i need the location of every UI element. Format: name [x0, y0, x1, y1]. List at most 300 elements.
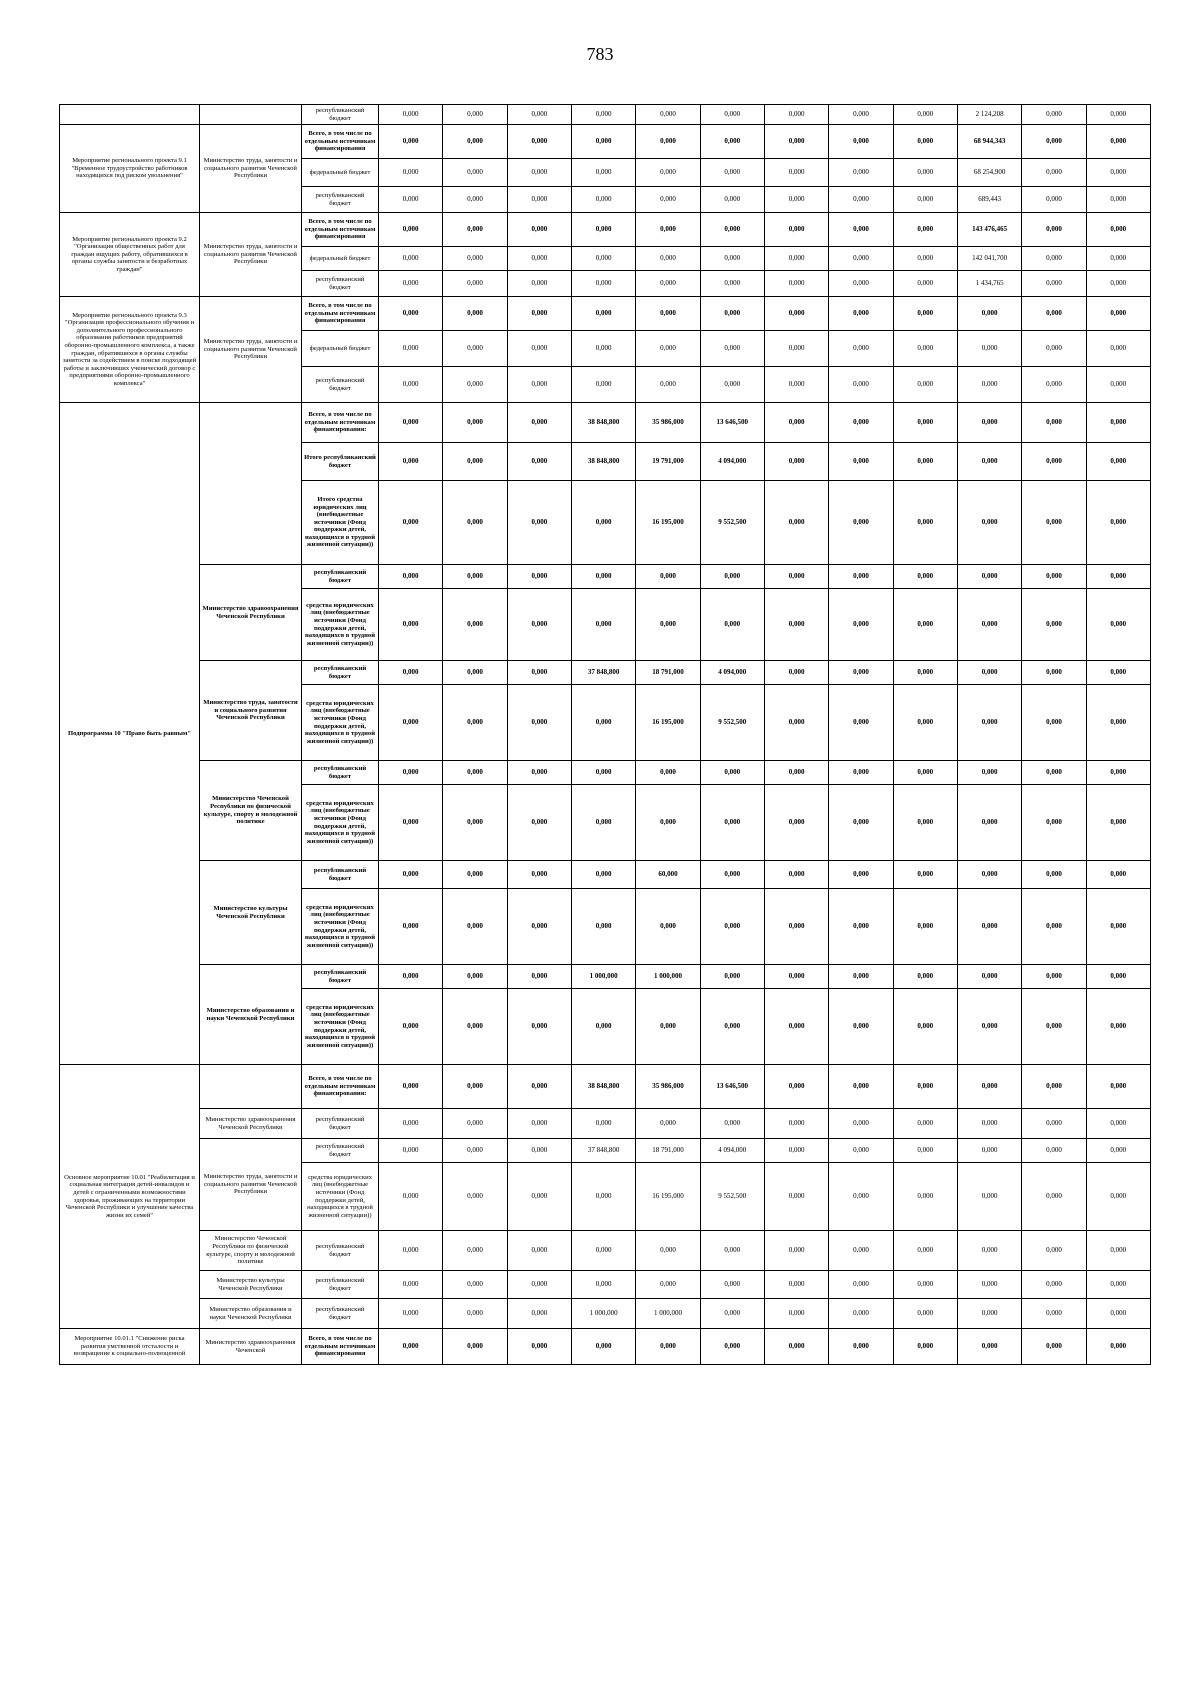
- value-cell: 0,000: [379, 367, 443, 403]
- funding-source-cell: республиканский бюджет: [302, 187, 379, 213]
- value-cell: 0,000: [764, 125, 828, 159]
- value-cell: 0,000: [571, 565, 635, 589]
- value-cell: 0,000: [379, 125, 443, 159]
- responsible-cell: Министерство труда, занятости и социального развития Чеченской Республики: [200, 125, 302, 213]
- value-cell: 0,000: [957, 989, 1021, 1065]
- value-cell: 0,000: [571, 685, 635, 761]
- value-cell: 0,000: [1086, 1065, 1150, 1109]
- value-cell: 0,000: [764, 297, 828, 331]
- value-cell: 0,000: [829, 1065, 893, 1109]
- value-cell: 0,000: [893, 1299, 957, 1329]
- value-cell: 0,000: [1022, 761, 1086, 785]
- value-cell: 2 124,208: [957, 105, 1021, 125]
- value-cell: 0,000: [443, 331, 507, 367]
- value-cell: 0,000: [893, 403, 957, 443]
- value-cell: 0,000: [764, 785, 828, 861]
- value-cell: 0,000: [700, 965, 764, 989]
- value-cell: 0,000: [1086, 1139, 1150, 1163]
- value-cell: 0,000: [507, 761, 571, 785]
- value-cell: 0,000: [764, 565, 828, 589]
- section-cell: Мероприятие 10.01.1 "Снижение риска развития умственной отсталости и возвращение к социально-полноценной: [60, 1329, 200, 1365]
- funding-source-cell: Всего, в том числе по отдельным источникам финансирования: [302, 125, 379, 159]
- value-cell: 0,000: [443, 685, 507, 761]
- responsible-cell: Министерство здравоохранения Чеченской Республики: [200, 1109, 302, 1139]
- responsible-cell: Министерство труда, занятости и социального развития Чеченской Республики: [200, 661, 302, 761]
- value-cell: 0,000: [443, 1271, 507, 1299]
- value-cell: 0,000: [571, 889, 635, 965]
- value-cell: 0,000: [379, 861, 443, 889]
- value-cell: 0,000: [571, 1271, 635, 1299]
- value-cell: 0,000: [379, 785, 443, 861]
- value-cell: 0,000: [893, 589, 957, 661]
- responsible-cell: Министерство труда, занятости и социального развития Чеченской Республики: [200, 213, 302, 297]
- value-cell: 0,000: [379, 271, 443, 297]
- value-cell: 0,000: [1086, 367, 1150, 403]
- value-cell: 0,000: [507, 889, 571, 965]
- value-cell: 0,000: [636, 1231, 700, 1271]
- value-cell: 0,000: [957, 1139, 1021, 1163]
- value-cell: 0,000: [700, 861, 764, 889]
- value-cell: 0,000: [764, 989, 828, 1065]
- value-cell: 0,000: [507, 989, 571, 1065]
- value-cell: 0,000: [893, 889, 957, 965]
- responsible-cell: [200, 403, 302, 565]
- value-cell: 0,000: [893, 1271, 957, 1299]
- value-cell: 0,000: [571, 589, 635, 661]
- value-cell: 0,000: [1022, 1271, 1086, 1299]
- value-cell: 4 094,000: [700, 443, 764, 481]
- funding-source-cell: республиканский бюджет: [302, 1299, 379, 1329]
- value-cell: 0,000: [829, 443, 893, 481]
- value-cell: 0,000: [571, 785, 635, 861]
- funding-source-cell: республиканский бюджет: [302, 565, 379, 589]
- value-cell: 0,000: [700, 213, 764, 247]
- funding-source-cell: Итого республиканский бюджет: [302, 443, 379, 481]
- value-cell: 0,000: [957, 1299, 1021, 1329]
- value-cell: 0,000: [1086, 1231, 1150, 1271]
- value-cell: 0,000: [764, 889, 828, 965]
- value-cell: 0,000: [764, 213, 828, 247]
- value-cell: 0,000: [507, 159, 571, 187]
- value-cell: 0,000: [379, 187, 443, 213]
- value-cell: 0,000: [829, 1163, 893, 1231]
- value-cell: 0,000: [893, 271, 957, 297]
- value-cell: 0,000: [507, 965, 571, 989]
- value-cell: 0,000: [636, 367, 700, 403]
- value-cell: 0,000: [1022, 685, 1086, 761]
- value-cell: 0,000: [571, 367, 635, 403]
- value-cell: 0,000: [1022, 785, 1086, 861]
- funding-source-cell: республиканский бюджет: [302, 1231, 379, 1271]
- funding-source-cell: Итого средства юридических лиц (внебюджетные источники (Фонд поддержки детей, находящихся в трудной жизненной ситуации)): [302, 481, 379, 565]
- value-cell: 37 848,800: [571, 1139, 635, 1163]
- value-cell: 0,000: [893, 785, 957, 861]
- value-cell: 0,000: [507, 1329, 571, 1365]
- value-cell: 0,000: [700, 331, 764, 367]
- value-cell: 0,000: [700, 105, 764, 125]
- funding-source-cell: республиканский бюджет: [302, 661, 379, 685]
- value-cell: 0,000: [764, 367, 828, 403]
- value-cell: 0,000: [764, 105, 828, 125]
- value-cell: 9 552,500: [700, 685, 764, 761]
- value-cell: 1 000,000: [571, 965, 635, 989]
- value-cell: 0,000: [1086, 481, 1150, 565]
- responsible-cell: Министерство здравоохранения Чеченской: [200, 1329, 302, 1365]
- value-cell: 0,000: [379, 1163, 443, 1231]
- value-cell: 0,000: [636, 331, 700, 367]
- value-cell: 0,000: [379, 965, 443, 989]
- value-cell: 0,000: [829, 187, 893, 213]
- value-cell: 0,000: [571, 761, 635, 785]
- value-cell: 0,000: [443, 861, 507, 889]
- value-cell: 0,000: [957, 1329, 1021, 1365]
- value-cell: 0,000: [443, 589, 507, 661]
- value-cell: 0,000: [379, 159, 443, 187]
- value-cell: 0,000: [1022, 989, 1086, 1065]
- value-cell: 0,000: [700, 247, 764, 271]
- value-cell: 37 848,800: [571, 661, 635, 685]
- funding-source-cell: Всего, в том числе по отдельным источникам финансирования:: [302, 403, 379, 443]
- value-cell: 0,000: [700, 1231, 764, 1271]
- value-cell: 0,000: [571, 297, 635, 331]
- value-cell: 0,000: [1086, 589, 1150, 661]
- value-cell: 19 791,000: [636, 443, 700, 481]
- value-cell: 0,000: [764, 589, 828, 661]
- value-cell: 0,000: [1086, 989, 1150, 1065]
- value-cell: 0,000: [893, 443, 957, 481]
- value-cell: 0,000: [829, 481, 893, 565]
- value-cell: 0,000: [443, 1139, 507, 1163]
- value-cell: 0,000: [636, 247, 700, 271]
- table-row: [60, 213, 1151, 247]
- value-cell: 0,000: [507, 271, 571, 297]
- value-cell: 0,000: [507, 187, 571, 213]
- value-cell: 0,000: [379, 1271, 443, 1299]
- value-cell: 4 094,000: [700, 661, 764, 685]
- value-cell: 0,000: [443, 1109, 507, 1139]
- value-cell: 0,000: [764, 1109, 828, 1139]
- value-cell: 0,000: [443, 761, 507, 785]
- value-cell: 0,000: [571, 861, 635, 889]
- value-cell: 1 000,000: [636, 965, 700, 989]
- value-cell: 0,000: [443, 1329, 507, 1365]
- value-cell: 0,000: [379, 247, 443, 271]
- value-cell: 0,000: [829, 761, 893, 785]
- responsible-cell: Министерство труда, занятости и социального развития Чеченской Республики: [200, 297, 302, 403]
- value-cell: 0,000: [829, 1299, 893, 1329]
- value-cell: 0,000: [829, 125, 893, 159]
- value-cell: 0,000: [507, 1163, 571, 1231]
- value-cell: 0,000: [1086, 785, 1150, 861]
- funding-source-cell: Всего, в том числе по отдельным источникам финансирования: [302, 1329, 379, 1365]
- value-cell: 142 041,700: [957, 247, 1021, 271]
- value-cell: 0,000: [829, 159, 893, 187]
- value-cell: 0,000: [443, 1163, 507, 1231]
- value-cell: 1 434,765: [957, 271, 1021, 297]
- value-cell: 0,000: [764, 965, 828, 989]
- value-cell: 0,000: [700, 1271, 764, 1299]
- value-cell: 0,000: [636, 889, 700, 965]
- value-cell: 0,000: [443, 297, 507, 331]
- value-cell: 0,000: [1022, 159, 1086, 187]
- value-cell: 13 646,500: [700, 403, 764, 443]
- value-cell: 0,000: [764, 685, 828, 761]
- value-cell: 0,000: [764, 403, 828, 443]
- value-cell: 0,000: [443, 1299, 507, 1329]
- value-cell: 0,000: [829, 965, 893, 989]
- value-cell: 0,000: [443, 989, 507, 1065]
- value-cell: 0,000: [893, 1231, 957, 1271]
- value-cell: 0,000: [1022, 271, 1086, 297]
- value-cell: 0,000: [443, 247, 507, 271]
- value-cell: 0,000: [764, 1139, 828, 1163]
- value-cell: 0,000: [1086, 685, 1150, 761]
- value-cell: 0,000: [571, 1231, 635, 1271]
- value-cell: 0,000: [1086, 889, 1150, 965]
- value-cell: 0,000: [957, 481, 1021, 565]
- page-number: 783: [586, 44, 614, 64]
- value-cell: 0,000: [1086, 1329, 1150, 1365]
- value-cell: 0,000: [957, 661, 1021, 685]
- value-cell: 0,000: [636, 1109, 700, 1139]
- value-cell: 0,000: [764, 661, 828, 685]
- value-cell: 68 944,343: [957, 125, 1021, 159]
- value-cell: 0,000: [1086, 213, 1150, 247]
- value-cell: 0,000: [379, 661, 443, 685]
- value-cell: 0,000: [443, 105, 507, 125]
- funding-source-cell: средства юридических лиц (внебюджетные источники (Фонд поддержки детей, находящихся в трудной жизненной ситуации)): [302, 889, 379, 965]
- value-cell: 0,000: [700, 1329, 764, 1365]
- funding-source-cell: республиканский бюджет: [302, 367, 379, 403]
- value-cell: 0,000: [764, 443, 828, 481]
- value-cell: 0,000: [507, 125, 571, 159]
- funding-source-cell: республиканский бюджет: [302, 1139, 379, 1163]
- value-cell: 0,000: [764, 1065, 828, 1109]
- value-cell: 0,000: [764, 481, 828, 565]
- value-cell: 0,000: [571, 213, 635, 247]
- value-cell: 0,000: [893, 105, 957, 125]
- table-row: [60, 297, 1151, 331]
- value-cell: 0,000: [507, 589, 571, 661]
- value-cell: 0,000: [957, 589, 1021, 661]
- value-cell: 0,000: [507, 785, 571, 861]
- value-cell: 0,000: [1022, 1163, 1086, 1231]
- value-cell: 0,000: [1022, 213, 1086, 247]
- value-cell: 0,000: [700, 889, 764, 965]
- value-cell: 0,000: [571, 481, 635, 565]
- value-cell: 0,000: [893, 1329, 957, 1365]
- value-cell: 0,000: [443, 443, 507, 481]
- value-cell: 0,000: [764, 187, 828, 213]
- value-cell: 0,000: [379, 761, 443, 785]
- value-cell: 0,000: [893, 331, 957, 367]
- value-cell: 0,000: [764, 761, 828, 785]
- value-cell: 0,000: [1086, 297, 1150, 331]
- value-cell: 0,000: [507, 661, 571, 685]
- value-cell: 0,000: [443, 213, 507, 247]
- value-cell: 0,000: [893, 481, 957, 565]
- value-cell: 0,000: [379, 1231, 443, 1271]
- funding-source-cell: средства юридических лиц (внебюджетные источники (Фонд поддержки детей, находящихся в трудной жизненной ситуации)): [302, 589, 379, 661]
- value-cell: 0,000: [893, 685, 957, 761]
- value-cell: 60,000: [636, 861, 700, 889]
- value-cell: 0,000: [893, 367, 957, 403]
- value-cell: 38 848,800: [571, 443, 635, 481]
- funding-source-cell: республиканский бюджет: [302, 271, 379, 297]
- value-cell: 0,000: [1086, 443, 1150, 481]
- value-cell: 0,000: [700, 125, 764, 159]
- value-cell: 0,000: [1086, 761, 1150, 785]
- value-cell: 0,000: [700, 159, 764, 187]
- value-cell: 0,000: [1086, 1271, 1150, 1299]
- value-cell: 0,000: [957, 761, 1021, 785]
- value-cell: 0,000: [829, 331, 893, 367]
- value-cell: 0,000: [1086, 1163, 1150, 1231]
- table-row: [60, 125, 1151, 159]
- value-cell: 0,000: [1022, 1299, 1086, 1329]
- table-row: [60, 661, 1151, 685]
- value-cell: 0,000: [829, 1271, 893, 1299]
- table-row: [60, 1139, 1151, 1163]
- value-cell: 9 552,500: [700, 481, 764, 565]
- value-cell: 0,000: [893, 1139, 957, 1163]
- value-cell: 0,000: [443, 403, 507, 443]
- value-cell: 0,000: [443, 1231, 507, 1271]
- value-cell: 0,000: [1022, 1109, 1086, 1139]
- value-cell: 0,000: [1022, 1139, 1086, 1163]
- funding-source-cell: федеральный бюджет: [302, 159, 379, 187]
- value-cell: 0,000: [764, 247, 828, 271]
- value-cell: 0,000: [1022, 481, 1086, 565]
- value-cell: 0,000: [1086, 1299, 1150, 1329]
- value-cell: 0,000: [507, 105, 571, 125]
- value-cell: 0,000: [1086, 125, 1150, 159]
- funding-source-cell: республиканский бюджет: [302, 761, 379, 785]
- value-cell: 13 646,500: [700, 1065, 764, 1109]
- value-cell: 0,000: [829, 589, 893, 661]
- table-row: [60, 1271, 1151, 1299]
- value-cell: 0,000: [1022, 861, 1086, 889]
- value-cell: 0,000: [893, 1163, 957, 1231]
- value-cell: 0,000: [507, 861, 571, 889]
- value-cell: 0,000: [764, 1163, 828, 1231]
- value-cell: 0,000: [957, 1109, 1021, 1139]
- value-cell: 0,000: [1022, 403, 1086, 443]
- value-cell: 0,000: [957, 1163, 1021, 1231]
- funding-source-cell: республиканский бюджет: [302, 965, 379, 989]
- funding-source-cell: средства юридических лиц (внебюджетные источники (Фонд поддержки детей, находящихся в трудной жизненной ситуации)): [302, 1163, 379, 1231]
- value-cell: 0,000: [571, 247, 635, 271]
- value-cell: 0,000: [829, 661, 893, 685]
- value-cell: 0,000: [1022, 125, 1086, 159]
- value-cell: 0,000: [764, 271, 828, 297]
- value-cell: 0,000: [957, 367, 1021, 403]
- value-cell: 0,000: [507, 1065, 571, 1109]
- value-cell: 0,000: [636, 589, 700, 661]
- value-cell: 0,000: [829, 1329, 893, 1365]
- value-cell: 0,000: [893, 565, 957, 589]
- value-cell: 0,000: [893, 1065, 957, 1109]
- value-cell: 0,000: [507, 1231, 571, 1271]
- value-cell: 0,000: [957, 403, 1021, 443]
- value-cell: 0,000: [379, 443, 443, 481]
- value-cell: 0,000: [443, 565, 507, 589]
- value-cell: 0,000: [893, 213, 957, 247]
- value-cell: 0,000: [1022, 1065, 1086, 1109]
- value-cell: 0,000: [1086, 159, 1150, 187]
- responsible-cell: Министерство культуры Чеченской Республики: [200, 1271, 302, 1299]
- value-cell: 0,000: [700, 1299, 764, 1329]
- budget-table: [59, 104, 1151, 1365]
- value-cell: 0,000: [1022, 1329, 1086, 1365]
- value-cell: 0,000: [443, 159, 507, 187]
- table-row: [60, 105, 1151, 125]
- table-row: [60, 1329, 1151, 1365]
- value-cell: 0,000: [829, 685, 893, 761]
- value-cell: 0,000: [1086, 565, 1150, 589]
- value-cell: 0,000: [507, 367, 571, 403]
- value-cell: 0,000: [636, 1329, 700, 1365]
- section-cell: Мероприятие регионального проекта 9.2 "Организация общественных работ для граждан ищущих работу, обратившихся в органы службы занятости и безработных граждан": [60, 213, 200, 297]
- value-cell: 4 094,000: [700, 1139, 764, 1163]
- value-cell: 0,000: [571, 271, 635, 297]
- funding-source-cell: средства юридических лиц (внебюджетные источники (Фонд поддержки детей, находящихся в трудной жизненной ситуации)): [302, 989, 379, 1065]
- value-cell: 0,000: [764, 1231, 828, 1271]
- value-cell: 689,443: [957, 187, 1021, 213]
- value-cell: 0,000: [379, 685, 443, 761]
- table-row: [60, 1109, 1151, 1139]
- table-row: [60, 403, 1151, 443]
- value-cell: 0,000: [700, 785, 764, 861]
- value-cell: 38 848,800: [571, 1065, 635, 1109]
- value-cell: 35 986,000: [636, 1065, 700, 1109]
- value-cell: 16 195,000: [636, 1163, 700, 1231]
- value-cell: 0,000: [1086, 965, 1150, 989]
- value-cell: 0,000: [700, 271, 764, 297]
- section-cell: Подпрограмма 10 "Право быть равным": [60, 403, 200, 1065]
- value-cell: 0,000: [636, 989, 700, 1065]
- value-cell: 35 986,000: [636, 403, 700, 443]
- value-cell: 0,000: [893, 861, 957, 889]
- value-cell: 0,000: [443, 271, 507, 297]
- responsible-cell: Министерство Чеченской Республики по физической культуре, спорту и молодежной политике: [200, 761, 302, 861]
- table-row: [60, 861, 1151, 889]
- value-cell: 0,000: [507, 1299, 571, 1329]
- value-cell: 0,000: [1086, 661, 1150, 685]
- value-cell: 0,000: [1022, 889, 1086, 965]
- value-cell: 0,000: [379, 1109, 443, 1139]
- value-cell: 0,000: [700, 761, 764, 785]
- value-cell: 0,000: [957, 889, 1021, 965]
- value-cell: 0,000: [829, 247, 893, 271]
- value-cell: 0,000: [957, 965, 1021, 989]
- section-cell: Мероприятие регионального проекта 9.3 "Организация профессионального обучения и дополнительного профессионального образования работников предприятий оборонно-промышленного комплекса, а также граждан, обратившихся в органы службы занятости за содействием в поиске подходящей работы и заключивших ученический договор с предприятиями оборонно-промышленного комплекса": [60, 297, 200, 403]
- value-cell: 0,000: [893, 159, 957, 187]
- value-cell: 0,000: [700, 187, 764, 213]
- funding-source-cell: республиканский бюджет: [302, 1271, 379, 1299]
- value-cell: 0,000: [957, 861, 1021, 889]
- value-cell: 0,000: [764, 1299, 828, 1329]
- value-cell: 0,000: [379, 331, 443, 367]
- value-cell: 0,000: [379, 565, 443, 589]
- value-cell: 0,000: [571, 1109, 635, 1139]
- value-cell: 0,000: [636, 213, 700, 247]
- value-cell: 0,000: [443, 1065, 507, 1109]
- value-cell: 0,000: [1022, 565, 1086, 589]
- value-cell: 0,000: [636, 1271, 700, 1299]
- value-cell: 0,000: [636, 565, 700, 589]
- value-cell: 0,000: [829, 1139, 893, 1163]
